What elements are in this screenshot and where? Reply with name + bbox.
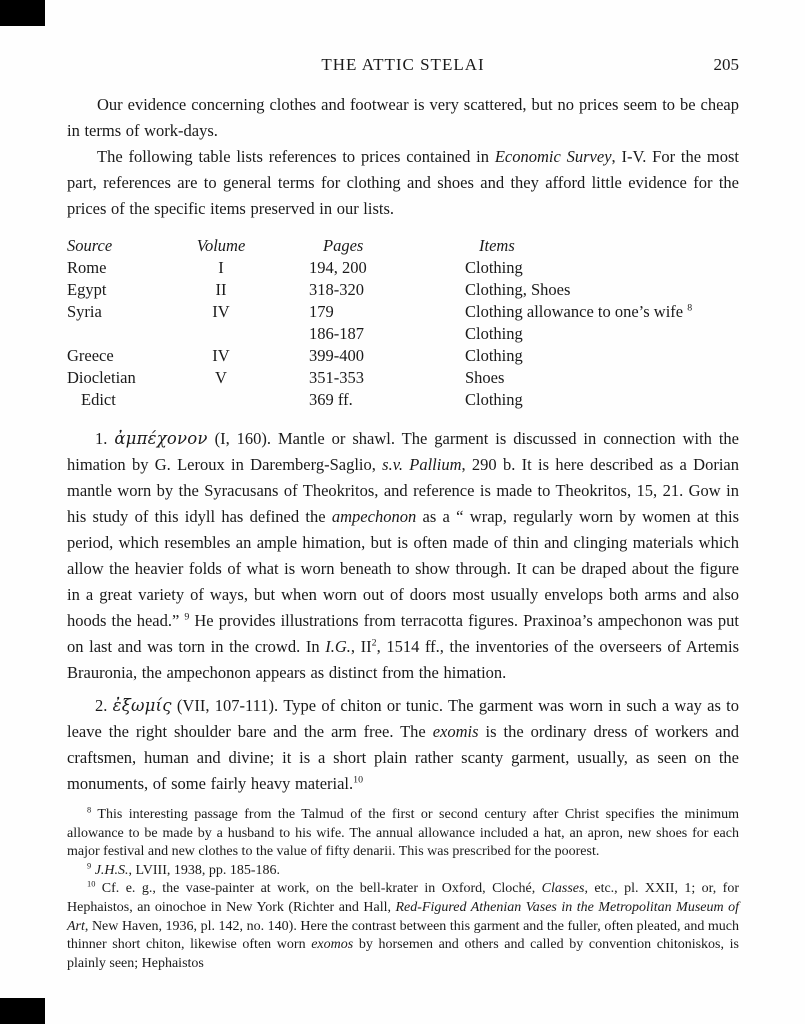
footnote-ref-8: 8 <box>687 302 693 314</box>
table-cell-items: Clothing <box>465 324 523 343</box>
table-header-items: Items <box>479 236 515 255</box>
entry-1-ampechonon <box>67 426 739 686</box>
intro-paragraph-2: The following table lists references to prices contained in Economic Survey, I-V. For the most part, references are to general terms for clothing and shoes and they afford little evidence for the prices of the specific items preserved in our lists. <box>67 147 739 218</box>
table-cell-pages: 194, 200 <box>309 258 367 277</box>
table-header-pages: Pages <box>323 236 364 255</box>
footnotes-section <box>67 806 739 973</box>
footnote-9: $^9$ J.H.S., LVIII, 1938, pp. 185-186. <box>87 861 281 878</box>
entry-1-text: 1. ἀμπέχονον (I, 160). Mantle or shawl. The garment is discussed in connection with the himation by G. Leroux in Daremberg-Saglio, s.v. Pallium, 290 b. It is here described as a Dorian mantle worn by the Syracusans of Theokritos, and reference is made to Theokritos, 15, 21. Gow in his study of this idyll has defined the ampechonon as a “ wrap, regularly worn by women at this period, which resembles an ample himation, but is often made of thin and clinging materials which allow the heavier folds of what is worn beneath to show through. It can be draped about the figure in a great variety of ways, but when worn out of doors most usually envelops both arms and also hoods the head.” $^9$ He provides illustrations from terracotta figures. Praxinoa’s ampechonon was put on last and was torn in the crowd. In I.G., $II^2$, 1514 ff., the inventories of the overseers of Artemis Brauronia, the ampechonon appears as distinct from the himation. <box>67 429 740 682</box>
page-number: 205 <box>713 55 739 74</box>
table-cell-volume: I <box>218 258 224 277</box>
table-header-volume: Volume <box>196 236 246 255</box>
table-cell-source: Syria <box>67 302 102 321</box>
table-cell-pages: 318-320 <box>309 280 364 299</box>
table-cell-volume: II <box>215 280 227 299</box>
table-cell-pages: 179 <box>309 302 334 321</box>
table-header-source: Source <box>67 236 113 255</box>
scan-corner-mark-top <box>0 0 45 26</box>
table-cell-pages: 399-400 <box>309 346 364 365</box>
table-cell-pages: 369 ff. <box>309 390 353 409</box>
references-table <box>67 235 739 411</box>
table-cell-pages: 186-187 <box>309 324 364 343</box>
table-cell-pages: 351-353 <box>309 368 364 387</box>
scan-corner-mark-bottom <box>0 998 45 1024</box>
page-title: THE ATTIC STELAI <box>321 55 485 74</box>
table-cell-items: Shoes <box>465 368 505 387</box>
intro-section <box>67 92 739 222</box>
footnote-8: $^8$ This interesting passage from the Talmud of the first or second century after Christ specifies the minimum allowance to be made by a husband to his wife. The annual allowance included a hat, an apron, new shoes for each major festival and new clothes to the value of fifty denarii. This was prescribed for the poorest. <box>67 805 739 860</box>
table-cell-volume: IV <box>212 346 230 365</box>
table-cell-source: Egypt <box>67 280 107 299</box>
table-cell-source: Greece <box>67 346 114 365</box>
intro-paragraph-1: Our evidence concerning clothes and footwear is very scattered, but no prices seem to be cheap in terms of work-days. <box>67 95 739 140</box>
footnote-10: $^{10}$ Cf. e. g., the vase-painter at work, on the bell-krater in Oxford, Cloché, Classes, etc., pl. XXII, 1; or, for Hephaistos, an oinochoe in New York (Richter and Hall, Red-Figured Athenian Vases in the Metropolitan Museum of Art, New Haven, 1936, pl. 142, no. 140). Here the contrast between this garment and the fuller, often pleated, and much thinner short chiton, likewise often worn exomos by horsemen and others and called by convention chitoniskos, is plainly seen; Hephaistos <box>67 879 740 971</box>
table-cell-items: Clothing <box>465 390 523 409</box>
table-cell-items: Clothing allowance to one’s wife $^8$ <box>465 302 693 321</box>
table-cell-source: Edict <box>81 390 116 409</box>
entry-2-text: 2. ἐξωμίς (VII, 107-111). Type of chiton or tunic. The garment was worn in such a way as to leave the right shoulder bare and the arm free. The exomis is the ordinary dress of workers and craftsmen, human and divine; it is a short plain rather scanty garment, usually, as seen on the monuments, of some fairly heavy material.$^{10}$ <box>67 696 740 793</box>
table-cell-volume <box>185 323 257 345</box>
entry-2-exomis <box>67 693 739 797</box>
table-cell-source: Rome <box>67 258 107 277</box>
table-cell-volume: V <box>215 368 227 387</box>
table-cell-source: Diocletian <box>67 368 136 387</box>
running-head <box>67 55 739 77</box>
table-cell-source <box>67 323 185 345</box>
table-cell-items: Clothing <box>465 346 523 365</box>
table-cell-volume: IV <box>212 302 230 321</box>
table-cell-items: Clothing, Shoes <box>465 280 571 299</box>
table-cell-volume <box>185 389 257 411</box>
table-cell-items: Clothing <box>465 258 523 277</box>
